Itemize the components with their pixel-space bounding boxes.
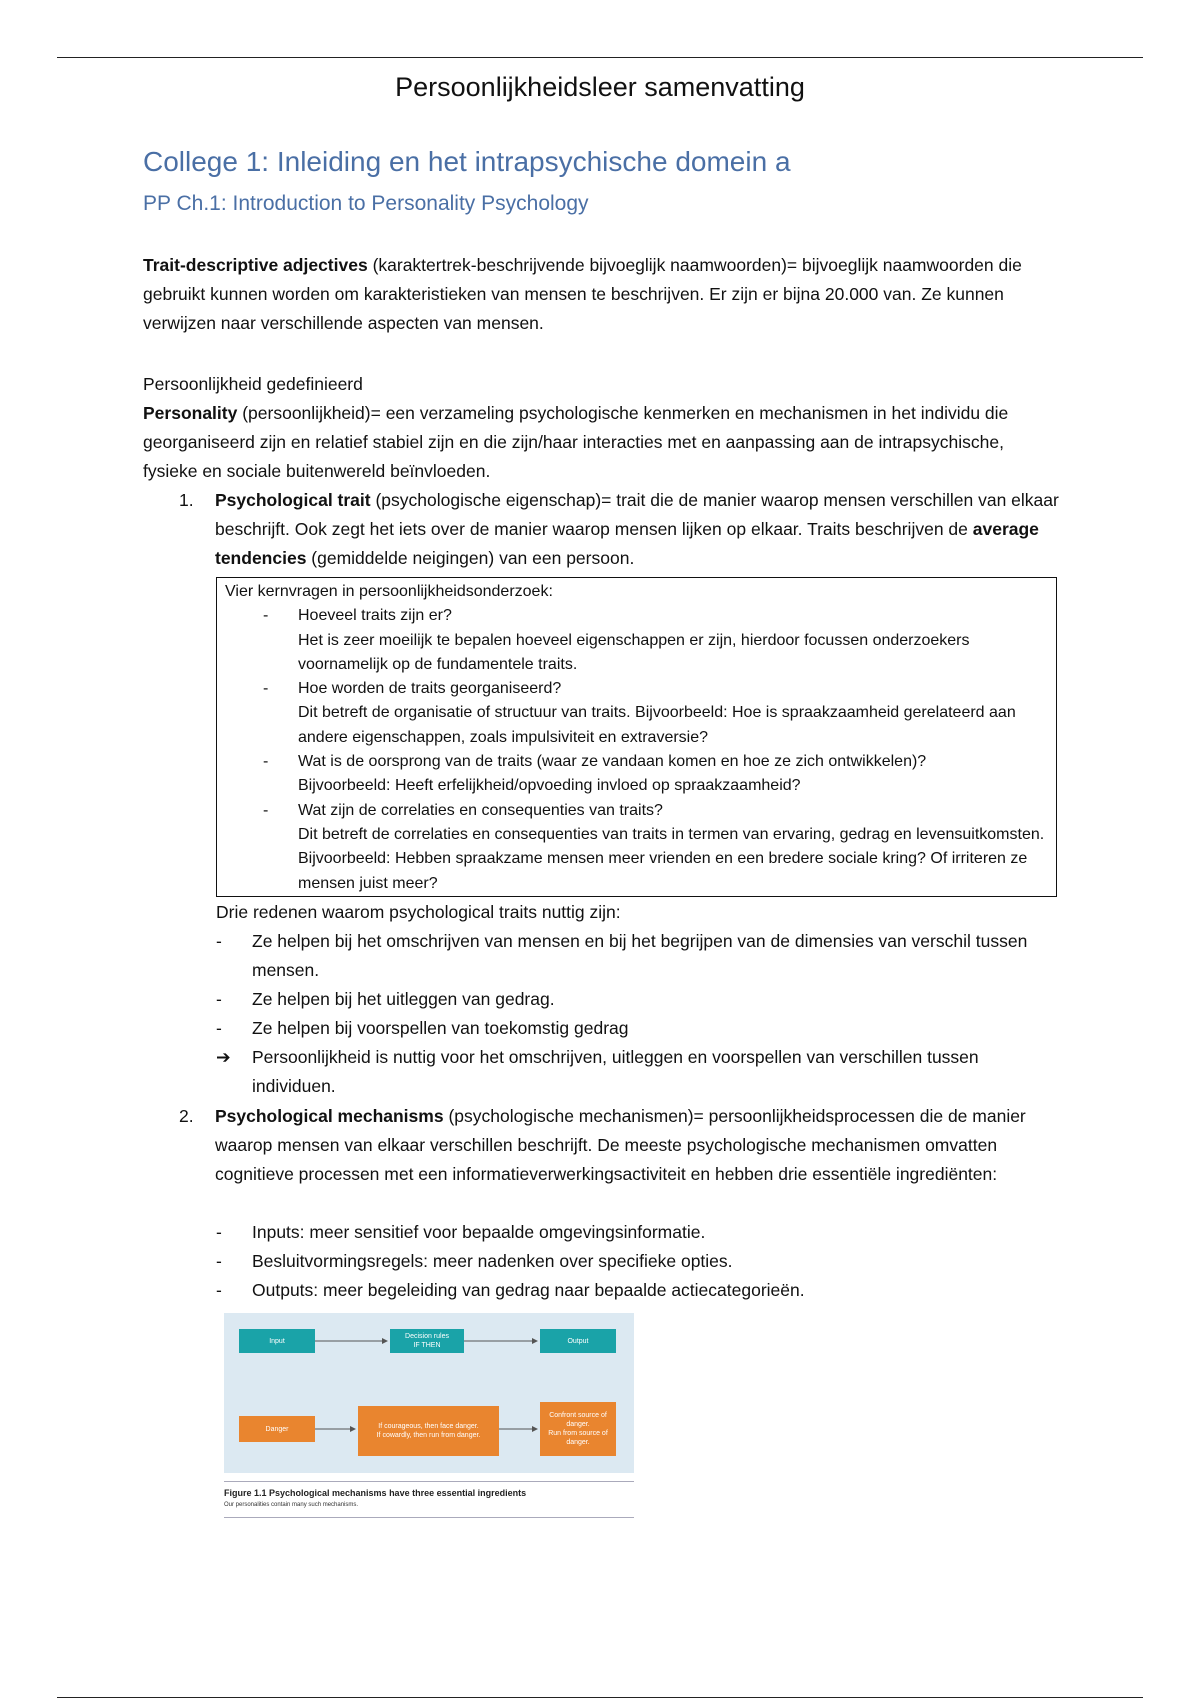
list-item [216,1276,1066,1305]
heading-chapter-1: PP Ch.1: Introduction to Personality Psychology [143,192,589,215]
dash-bullet: - [263,680,269,698]
question-text: Hoeveel traits zijn er? [298,607,452,625]
heading-college-1: College 1: Inleiding en het intrapsychische domein a [143,146,791,177]
question-item [225,799,1048,823]
figure-subcaption: Our personalities contain many such mechanisms. [224,1502,359,1508]
list-item-text: Ze helpen bij het omschrijven van mensen en bij het begrijpen van de dimensies van verschil tussen mensen. [252,931,1028,980]
mechanism-ingredients-list [216,1218,1066,1305]
answer-text: Dit betreft de correlaties en consequenties van traits in termen van ervaring, gedrag en levensuitkomsten. Bijvoorbeeld: Hebben spraakzame mensen meer vrienden en een bredere sociale kring? Of irriteren ze mensen juist meer? [298,825,1045,892]
personality-text: (persoonlijkheid)= een verzameling psychologische kenmerken en mechanismen in het individu die georganiseerd zijn en relatief stabiel zijn en die zijn/haar interacties met en aanpassing aan de intrapsychische, fysieke en sociale buitenwereld beïnvloeden. [143,403,1009,481]
psychological-trait-term: Psychological trait [215,490,371,510]
list-item-text: Ze helpen bij het uitleggen van gedrag. [252,989,555,1009]
dash-bullet: - [216,1251,222,1271]
document-title: Persoonlijkheidsleer samenvatting [395,72,805,102]
list-item-text: Besluitvormingsregels: meer nadenken over specifieke opties. [252,1251,733,1271]
reasons-intro: Drie redenen waarom psychological traits nuttig zijn: [216,902,621,922]
question-text: Wat zijn de correlaties en consequenties van traits? [298,801,663,819]
item-number: 1. [179,490,194,510]
danger-box: Danger [239,1416,315,1442]
answer-text: Dit betreft de organisatie of structuur van traits. Bijvoorbeeld: Hoe is spraakzaamheid gerelateerd aan andere eigenschappen, zoals impulsiviteit en extraversie? [298,704,1016,746]
dash-bullet: - [263,607,269,625]
dash-bullet: - [216,931,222,951]
list-item-text: Ze helpen bij voorspellen van toekomstig gedrag [252,1018,629,1038]
answer-text: Bijvoorbeeld: Heeft erfelijkheid/opvoeding invloed op spraakzaamheid? [298,777,801,795]
average-tendencies-term: average tendencies [215,519,1039,568]
answer-text: Het is zeer moeilijk te bepalen hoeveel eigenschappen er zijn, hierdoor focussen onderzoekers voornamelijk op de fundamentele traits. [298,631,970,673]
output-example-box: Confront source of danger. Run from source of danger. [540,1402,616,1456]
bottom-rule [57,1697,1143,1698]
item-body [215,1102,1063,1189]
list-item [216,1014,1066,1043]
psychological-mechanisms-term: Psychological mechanisms [215,1106,444,1126]
box-title: Vier kernvragen in persoonlijkheidsonderzoek: [225,583,553,600]
dash-bullet: - [263,753,269,771]
conclusion-text: Persoonlijkheid is nuttig voor het omschrijven, uitleggen en voorspellen van verschillen tussen individuen. [252,1047,979,1096]
arrow-right-icon: ➔ [216,1047,231,1067]
list-item [216,1247,1066,1276]
dash-bullet: - [216,1222,222,1242]
personality-heading: Persoonlijkheid gedefinieerd [143,374,363,394]
figure-caption: Figure 1.1 Psychological mechanisms have three essential ingredients [224,1488,527,1498]
trait-descriptive-text: (karaktertrek-beschrijvende bijvoeglijk naamwoorden)= bijvoeglijk naamwoorden die gebruikt kunnen worden om karakteristieken van mensen te beschrijven. Er zijn er bijna 20.000 van. Ze kunnen verwijzen naar verschillende aspecten van mensen. [143,255,1022,333]
list-item [216,1218,1066,1247]
item-text: (gemiddelde neigingen) van een persoon. [306,548,635,568]
caption-rule-top [224,1481,634,1482]
dash-bullet: - [216,1280,222,1300]
personality-term: Personality [143,403,238,423]
output-box: Output [540,1329,616,1353]
mechanisms-figure [224,1313,634,1518]
question-item [225,677,1048,701]
caption-rule-bottom [224,1517,634,1518]
dash-bullet: - [216,989,222,1009]
list-item [216,985,1066,1014]
trait-descriptive-term: Trait-descriptive adjectives [143,255,368,275]
item-number: 2. [179,1106,194,1126]
key-questions-box [216,577,1057,897]
decision-rules-box: Decision rules IF THEN [390,1329,464,1353]
question-text: Hoe worden de traits georganiseerd? [298,680,562,698]
reasons-list [216,898,1066,1101]
personality-paragraph [143,399,1063,486]
question-item [225,750,1048,774]
question-text: Wat is de oorsprong van de traits (waar ze vandaan komen en hoe ze zich ontwikkelen)? [298,753,927,771]
decision-example-box: If courageous, then face danger. If cowardly, then run from danger. [358,1406,499,1456]
list-item-text: Outputs: meer begeleiding van gedrag naar bepaalde actiecategorieën. [252,1280,805,1300]
list-item [216,927,1066,985]
trait-descriptive-paragraph [143,251,1063,338]
conclusion-item [216,1043,1066,1101]
dash-bullet: - [216,1018,222,1038]
dash-bullet: - [263,801,269,819]
list-item-text: Inputs: meer sensitief voor bepaalde omgevingsinformatie. [252,1222,706,1242]
top-rule [57,57,1143,58]
item-text: (psychologische mechanismen)= persoonlijkheidsprocessen die de manier waarop mensen van elkaar verschillen beschrijft. De meeste psychologische mechanismen omvatten cognitieve processen met een informatieverwerkingsactiviteit en hebben drie essentiële ingrediënten: [215,1106,1026,1184]
question-item [225,604,1048,628]
item-text: (psychologische eigenschap)= trait die de manier waarop mensen verschillen van elkaar beschrijft. Ook zegt het iets over de manier waarop mensen lijken op elkaar. Traits beschrijven de [215,490,1059,539]
input-box: Input [239,1329,315,1353]
item-body [215,486,1063,573]
